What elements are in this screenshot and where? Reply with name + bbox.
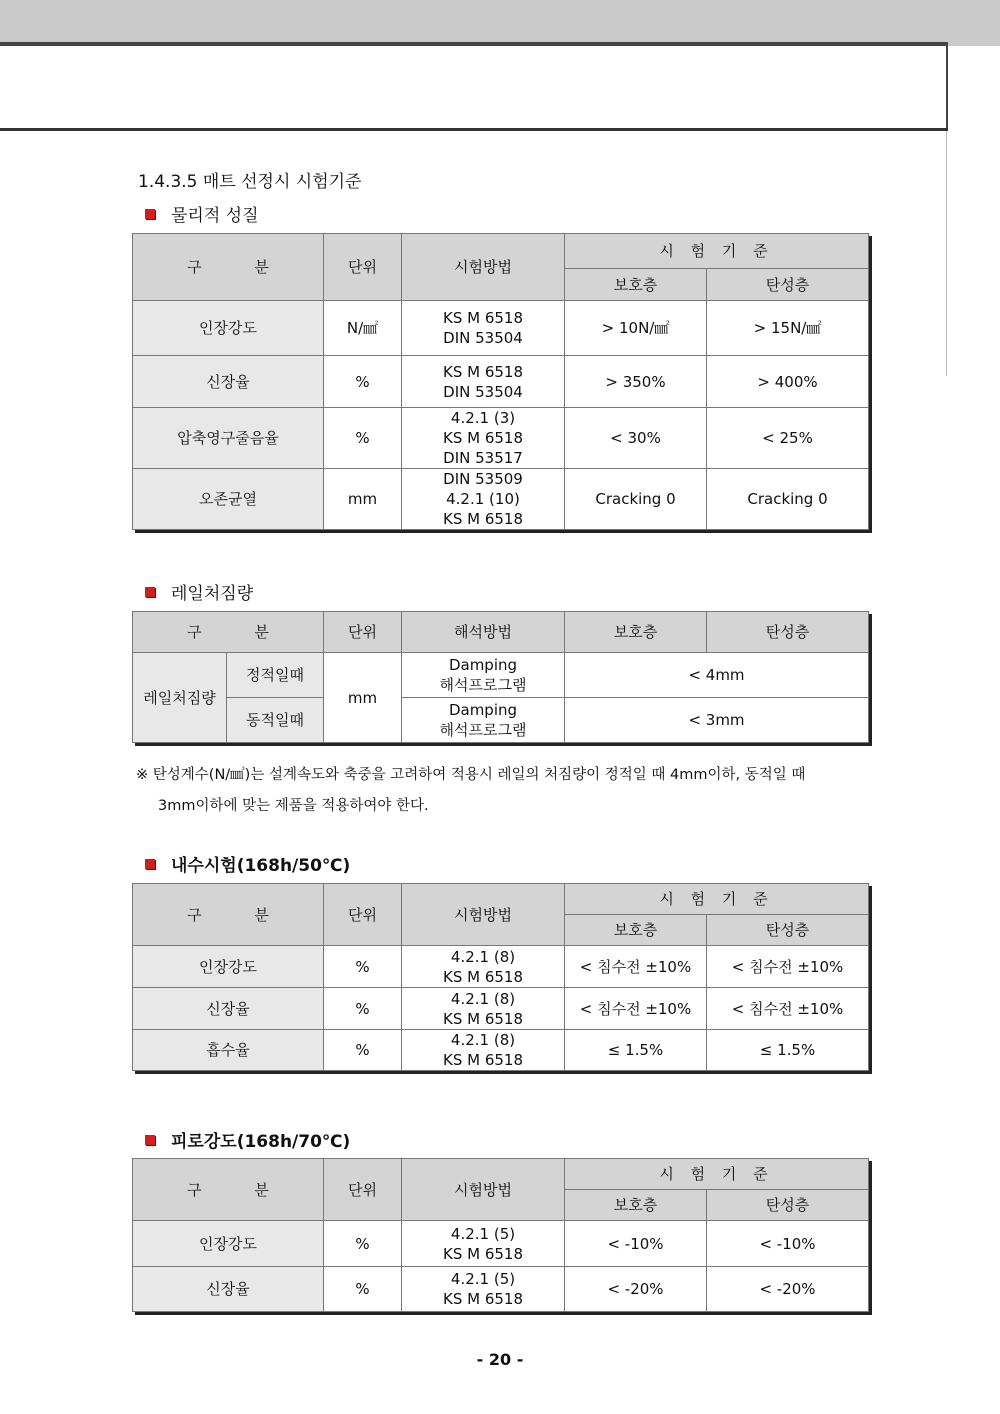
row-label: 신장율 — [133, 356, 324, 408]
row-label: 압축영구줄음율 — [133, 408, 324, 469]
page-top-band — [0, 0, 1000, 42]
page-top-rule — [0, 42, 948, 46]
table-row — [133, 1030, 869, 1071]
row-unit: % — [324, 1030, 402, 1071]
row-elastic: > 400% — [707, 356, 869, 408]
table-row — [133, 946, 869, 988]
header-protective: 보호층 — [565, 1190, 707, 1221]
rail-heading — [145, 579, 253, 604]
table-row — [133, 408, 869, 469]
table-row — [133, 988, 869, 1030]
table-row — [133, 1267, 869, 1312]
header-elastic: 탄성층 — [707, 1190, 869, 1221]
row-method: Damping 해석프로그램 — [402, 698, 565, 743]
table-row — [133, 301, 869, 356]
row-label: 신장율 — [133, 1267, 324, 1312]
header-elastic: 탄성층 — [707, 915, 869, 946]
fatigue-heading — [145, 1127, 350, 1152]
rail-deflection-table — [132, 611, 869, 743]
row-method: KS M 6518 DIN 53504 — [402, 356, 565, 408]
header-unit: 단위 — [324, 1159, 402, 1221]
table-row — [133, 1221, 869, 1267]
row-unit: % — [324, 1267, 402, 1312]
header-category: 구 분 — [133, 234, 324, 301]
header-bottom-rule — [0, 128, 948, 131]
header-category: 구 분 — [133, 884, 324, 946]
note-line-2: 3mm이하에 맞는 제품을 적용하여야 한다. — [158, 798, 429, 814]
header-unit: 단위 — [324, 612, 402, 653]
row-elastic: ≤ 1.5% — [707, 1030, 869, 1071]
row-label: 흡수율 — [133, 1030, 324, 1071]
header-method: 해석방법 — [402, 612, 565, 653]
row-protective: Cracking 0 — [565, 469, 707, 530]
row-label: 오존균열 — [133, 469, 324, 530]
bullet-square-icon — [145, 1135, 155, 1145]
row-protective: < 침수전 ±10% — [565, 988, 707, 1030]
row-value: < 4mm — [565, 653, 869, 698]
water-test-table — [132, 883, 869, 1071]
row-method: 4.2.1 (8) KS M 6518 — [402, 988, 565, 1030]
row-elastic: < 침수전 ±10% — [707, 988, 869, 1030]
row-elastic: < -20% — [707, 1267, 869, 1312]
header-category: 구 분 — [133, 1159, 324, 1221]
section-title: 1.4.3.5 매트 선정시 시험기준 — [138, 172, 362, 192]
fatigue-test-table — [132, 1158, 869, 1312]
row-protective: < 침수전 ±10% — [565, 946, 707, 988]
header-criteria: 시 험 기 준 — [565, 884, 869, 915]
row-label: 인장강도 — [133, 1221, 324, 1267]
row-protective: > 350% — [565, 356, 707, 408]
header-protective: 보호층 — [565, 612, 707, 653]
row-elastic: < 25% — [707, 408, 869, 469]
row-method: KS M 6518 DIN 53504 — [402, 301, 565, 356]
row-method: 4.2.1 (5) KS M 6518 — [402, 1221, 565, 1267]
row-unit: % — [324, 1221, 402, 1267]
table-row — [133, 356, 869, 408]
note — [136, 760, 896, 822]
note-line-1: ※ 탄성계수(N/㎣)는 설계속도와 축중을 고려하여 적용시 레일의 처짐량이 정적일 때 4mm이하, 동적일 때 — [136, 767, 806, 783]
group-label: 레일처짐량 — [133, 653, 227, 743]
row-method: 4.2.1 (8) KS M 6518 — [402, 946, 565, 988]
header-method: 시험방법 — [402, 1159, 565, 1221]
row-unit: % — [324, 946, 402, 988]
header-method: 시험방법 — [402, 884, 565, 946]
row-unit: N/㎟ — [324, 301, 402, 356]
row-elastic: < 침수전 ±10% — [707, 946, 869, 988]
row-protective: ≤ 1.5% — [565, 1030, 707, 1071]
header-criteria: 시 험 기 준 — [565, 234, 869, 269]
header-elastic: 탄성층 — [707, 269, 869, 301]
row-value: < 3mm — [565, 698, 869, 743]
margin-rule — [946, 131, 947, 376]
row-unit: % — [324, 408, 402, 469]
bullet-square-icon — [145, 859, 155, 869]
physical-heading — [145, 201, 259, 226]
table-row — [133, 698, 869, 743]
header-method: 시험방법 — [402, 234, 565, 301]
water-heading-text: 내수시험(168h/50℃) — [171, 856, 351, 876]
fatigue-heading-text: 피로강도(168h/70℃) — [171, 1132, 351, 1152]
rail-heading-text: 레일처짐량 — [171, 584, 254, 604]
row-method: DIN 53509 4.2.1 (10) KS M 6518 — [402, 469, 565, 530]
row-label: 정적일때 — [227, 653, 324, 698]
row-method: 4.2.1 (5) KS M 6518 — [402, 1267, 565, 1312]
table-row — [133, 653, 869, 698]
page-number: - 20 - — [476, 1350, 524, 1369]
header-protective: 보호층 — [565, 269, 707, 301]
header-category: 구 분 — [133, 612, 324, 653]
header-protective: 보호층 — [565, 915, 707, 946]
water-heading — [145, 851, 350, 876]
row-protective: > 10N/㎟ — [565, 301, 707, 356]
table-row — [133, 469, 869, 530]
row-label: 신장율 — [133, 988, 324, 1030]
row-elastic: Cracking 0 — [707, 469, 869, 530]
physical-properties-table — [132, 233, 869, 530]
header-right-rule — [946, 42, 948, 130]
header-unit: 단위 — [324, 234, 402, 301]
header-criteria: 시 험 기 준 — [565, 1159, 869, 1190]
physical-heading-text: 물리적 성질 — [171, 206, 259, 226]
bullet-square-icon — [145, 209, 155, 219]
bullet-square-icon — [145, 587, 155, 597]
row-unit: mm — [324, 653, 402, 743]
row-protective: < -20% — [565, 1267, 707, 1312]
row-elastic: > 15N/㎟ — [707, 301, 869, 356]
row-label: 동적일때 — [227, 698, 324, 743]
row-protective: < -10% — [565, 1221, 707, 1267]
row-protective: < 30% — [565, 408, 707, 469]
row-unit: % — [324, 356, 402, 408]
row-elastic: < -10% — [707, 1221, 869, 1267]
row-method: 4.2.1 (3) KS M 6518 DIN 53517 — [402, 408, 565, 469]
row-label: 인장강도 — [133, 946, 324, 988]
row-method: Damping 해석프로그램 — [402, 653, 565, 698]
row-method: 4.2.1 (8) KS M 6518 — [402, 1030, 565, 1071]
row-label: 인장강도 — [133, 301, 324, 356]
page-top-band-right — [948, 42, 1000, 46]
row-unit: mm — [324, 469, 402, 530]
row-unit: % — [324, 988, 402, 1030]
header-elastic: 탄성층 — [707, 612, 869, 653]
header-unit: 단위 — [324, 884, 402, 946]
